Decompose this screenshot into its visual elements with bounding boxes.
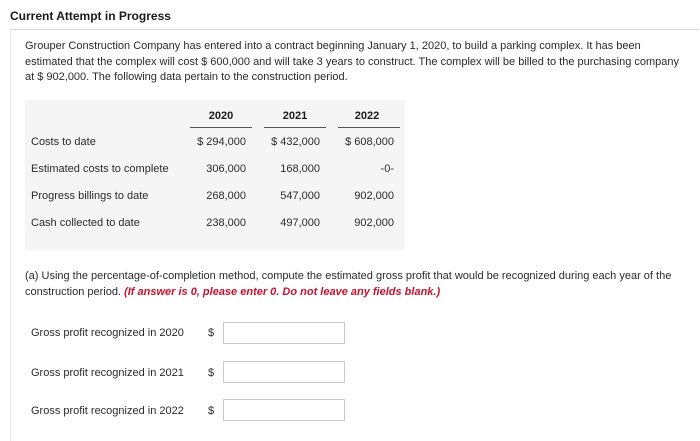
table-cell: 902,000 — [354, 190, 394, 202]
table-cell: 902,000 — [354, 217, 394, 229]
table-cell: 547,000 — [280, 190, 320, 202]
table-cell: 497,000 — [280, 217, 320, 229]
currency-symbol: $ — [208, 327, 215, 339]
table-cell: -0- — [380, 163, 394, 175]
gross-profit-2020-input[interactable] — [223, 322, 345, 344]
table-cell: $ 294,000 — [197, 136, 246, 148]
column-header-2021: 2021 — [282, 110, 308, 122]
column-underline-2022 — [338, 127, 400, 128]
question-instruction: (If answer is 0, please enter 0. Do not leave any fields blank.) — [124, 285, 441, 298]
table-cell: $ 608,000 — [345, 136, 394, 148]
table-cell: 306,000 — [206, 163, 246, 175]
currency-symbol: $ — [208, 367, 215, 379]
table-cell: 238,000 — [206, 217, 246, 229]
table-cell: 168,000 — [280, 163, 320, 175]
row-label-cash-collected: Cash collected to date — [31, 217, 140, 229]
table-cell: 268,000 — [206, 190, 246, 202]
gross-profit-2022-input[interactable] — [223, 399, 345, 421]
page-title: Current Attempt in Progress — [10, 9, 171, 23]
currency-symbol: $ — [208, 405, 215, 417]
answer-label-2021: Gross profit recognized in 2021 — [31, 367, 184, 379]
column-header-2022: 2022 — [354, 110, 380, 122]
problem-intro: Grouper Construction Company has entered into a contract beginning January 1, 2020, to build a parking complex. It has been estimated that the complex will cost $ 600,000 and will take 3 years to construct. The complex will be billed to the purchasing company at $ 902,000. The following data pertain to the construction period. — [25, 40, 680, 83]
row-label-costs-to-date: Costs to date — [31, 136, 96, 148]
row-label-progress-billings: Progress billings to date — [31, 190, 149, 202]
row-label-estimated-costs: Estimated costs to complete — [31, 163, 169, 175]
question-body: (a) Using the percentage-of-completion method, compute the estimated gross profit that would be recognized during each year of the construction period. — [25, 270, 672, 298]
table-cell: $ 432,000 — [271, 136, 320, 148]
answer-label-2022: Gross profit recognized in 2022 — [31, 405, 184, 417]
column-underline-2020 — [190, 127, 252, 128]
column-underline-2021 — [264, 127, 326, 128]
gross-profit-2021-input[interactable] — [223, 361, 345, 383]
column-header-2020: 2020 — [208, 110, 234, 122]
answer-label-2020: Gross profit recognized in 2020 — [31, 327, 184, 339]
question-text — [25, 269, 690, 300]
